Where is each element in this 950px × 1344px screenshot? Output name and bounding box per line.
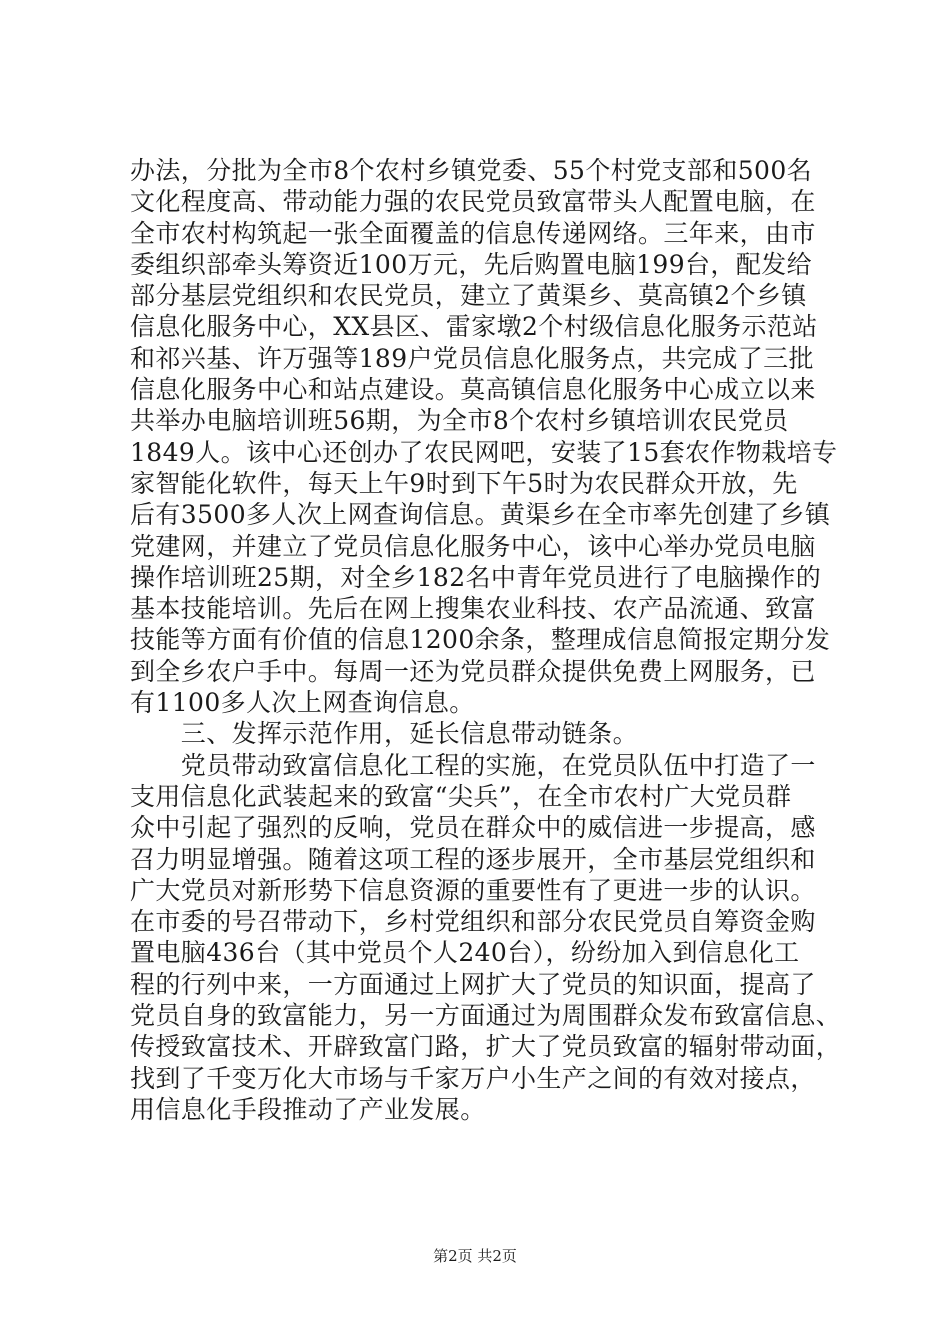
text-line: 委组织部牵头筹资近100万元，先后购置电脑199台，配发给 bbox=[130, 249, 813, 279]
text-line: 传授致富技术、开辟致富门路，扩大了党员致富的辐射带动面， bbox=[130, 1032, 842, 1062]
text-line: 支用信息化武装起来的致富“尖兵”，在全市农村广大党员群 bbox=[130, 781, 792, 811]
text-line: 操作培训班25期，对全乡182名中青年党员进行了电脑操作的 bbox=[130, 562, 822, 592]
text-line: 后有3500多人次上网查询信息。黄渠乡在全市率先创建了乡镇 bbox=[130, 500, 831, 530]
text-line: 全市农村构筑起一张全面覆盖的信息传递网络。三年来，由市 bbox=[130, 218, 816, 248]
text-line: 置电脑436台（其中党员个人240台），纷纷加入到信息化工 bbox=[130, 938, 800, 968]
text-line: 在市委的号召带动下，乡村党组织和部分农民党员自筹资金购 bbox=[130, 907, 816, 937]
text-line: 基本技能培训。先后在网上搜集农业科技、农产品流通、致富 bbox=[130, 594, 816, 624]
text-line: 广大党员对新形势下信息资源的重要性有了更进一步的认识。 bbox=[130, 875, 816, 905]
document-body bbox=[130, 155, 842, 1125]
text-line: 共举办电脑培训班56期，为全市8个农村乡镇培训农民党员 bbox=[130, 406, 789, 436]
text-line: 部分基层党组织和农民党员，建立了黄渠乡、莫高镇2个乡镇 bbox=[130, 281, 807, 311]
text-line: 三、发挥示范作用，延长信息带动链条。 bbox=[130, 719, 639, 749]
text-line: 办法，分批为全市8个农村乡镇党委、55个村党支部和500名 bbox=[130, 156, 813, 185]
text-line: 用信息化手段推动了产业发展。 bbox=[130, 1094, 486, 1124]
text-line: 家智能化软件，每天上午9时到下午5时为农民群众开放，先 bbox=[130, 468, 798, 498]
text-line: 到全乡农户手中。每周一还为党员群众提供免费上网服务，已 bbox=[130, 656, 816, 686]
text-line: 1849人。该中心还创办了农民网吧，安装了15套农作物栽培专 bbox=[130, 437, 838, 467]
text-line: 召力明显增强。随着这项工程的逐步展开，全市基层党组织和 bbox=[130, 844, 816, 874]
text-line: 党员带动致富信息化工程的实施，在党员队伍中打造了一 bbox=[130, 750, 816, 780]
text-line: 程的行列中来，一方面通过上网扩大了党员的知识面，提高了 bbox=[130, 969, 816, 999]
text-line: 党建网，并建立了党员信息化服务中心，该中心举办党员电脑 bbox=[130, 531, 816, 561]
text-line: 信息化服务中心，XX县区、雷家墩2个村级信息化服务示范站 bbox=[130, 312, 818, 342]
page-footer: 第2页 共2页 bbox=[433, 1247, 517, 1265]
text-line: 技能等方面有价值的信息1200余条，整理成信息简报定期分发 bbox=[130, 625, 831, 655]
text-line: 文化程度高、带动能力强的农民党员致富带头人配置电脑，在 bbox=[130, 187, 816, 217]
text-line: 有1100多人次上网查询信息。 bbox=[130, 688, 475, 718]
text-line: 找到了千变万化大市场与千家万户小生产之间的有效对接点， bbox=[130, 1063, 816, 1093]
text-line: 信息化服务中心和站点建设。莫高镇信息化服务中心成立以来 bbox=[130, 375, 816, 405]
text-line: 和祁兴基、许万强等189户党员信息化服务点，共完成了三批 bbox=[130, 343, 814, 373]
text-line: 党员自身的致富能力，另一方面通过为周围群众发布致富信息、 bbox=[130, 1001, 842, 1031]
text-line: 众中引起了强烈的反响，党员在群众中的威信进一步提高，感 bbox=[130, 813, 816, 843]
